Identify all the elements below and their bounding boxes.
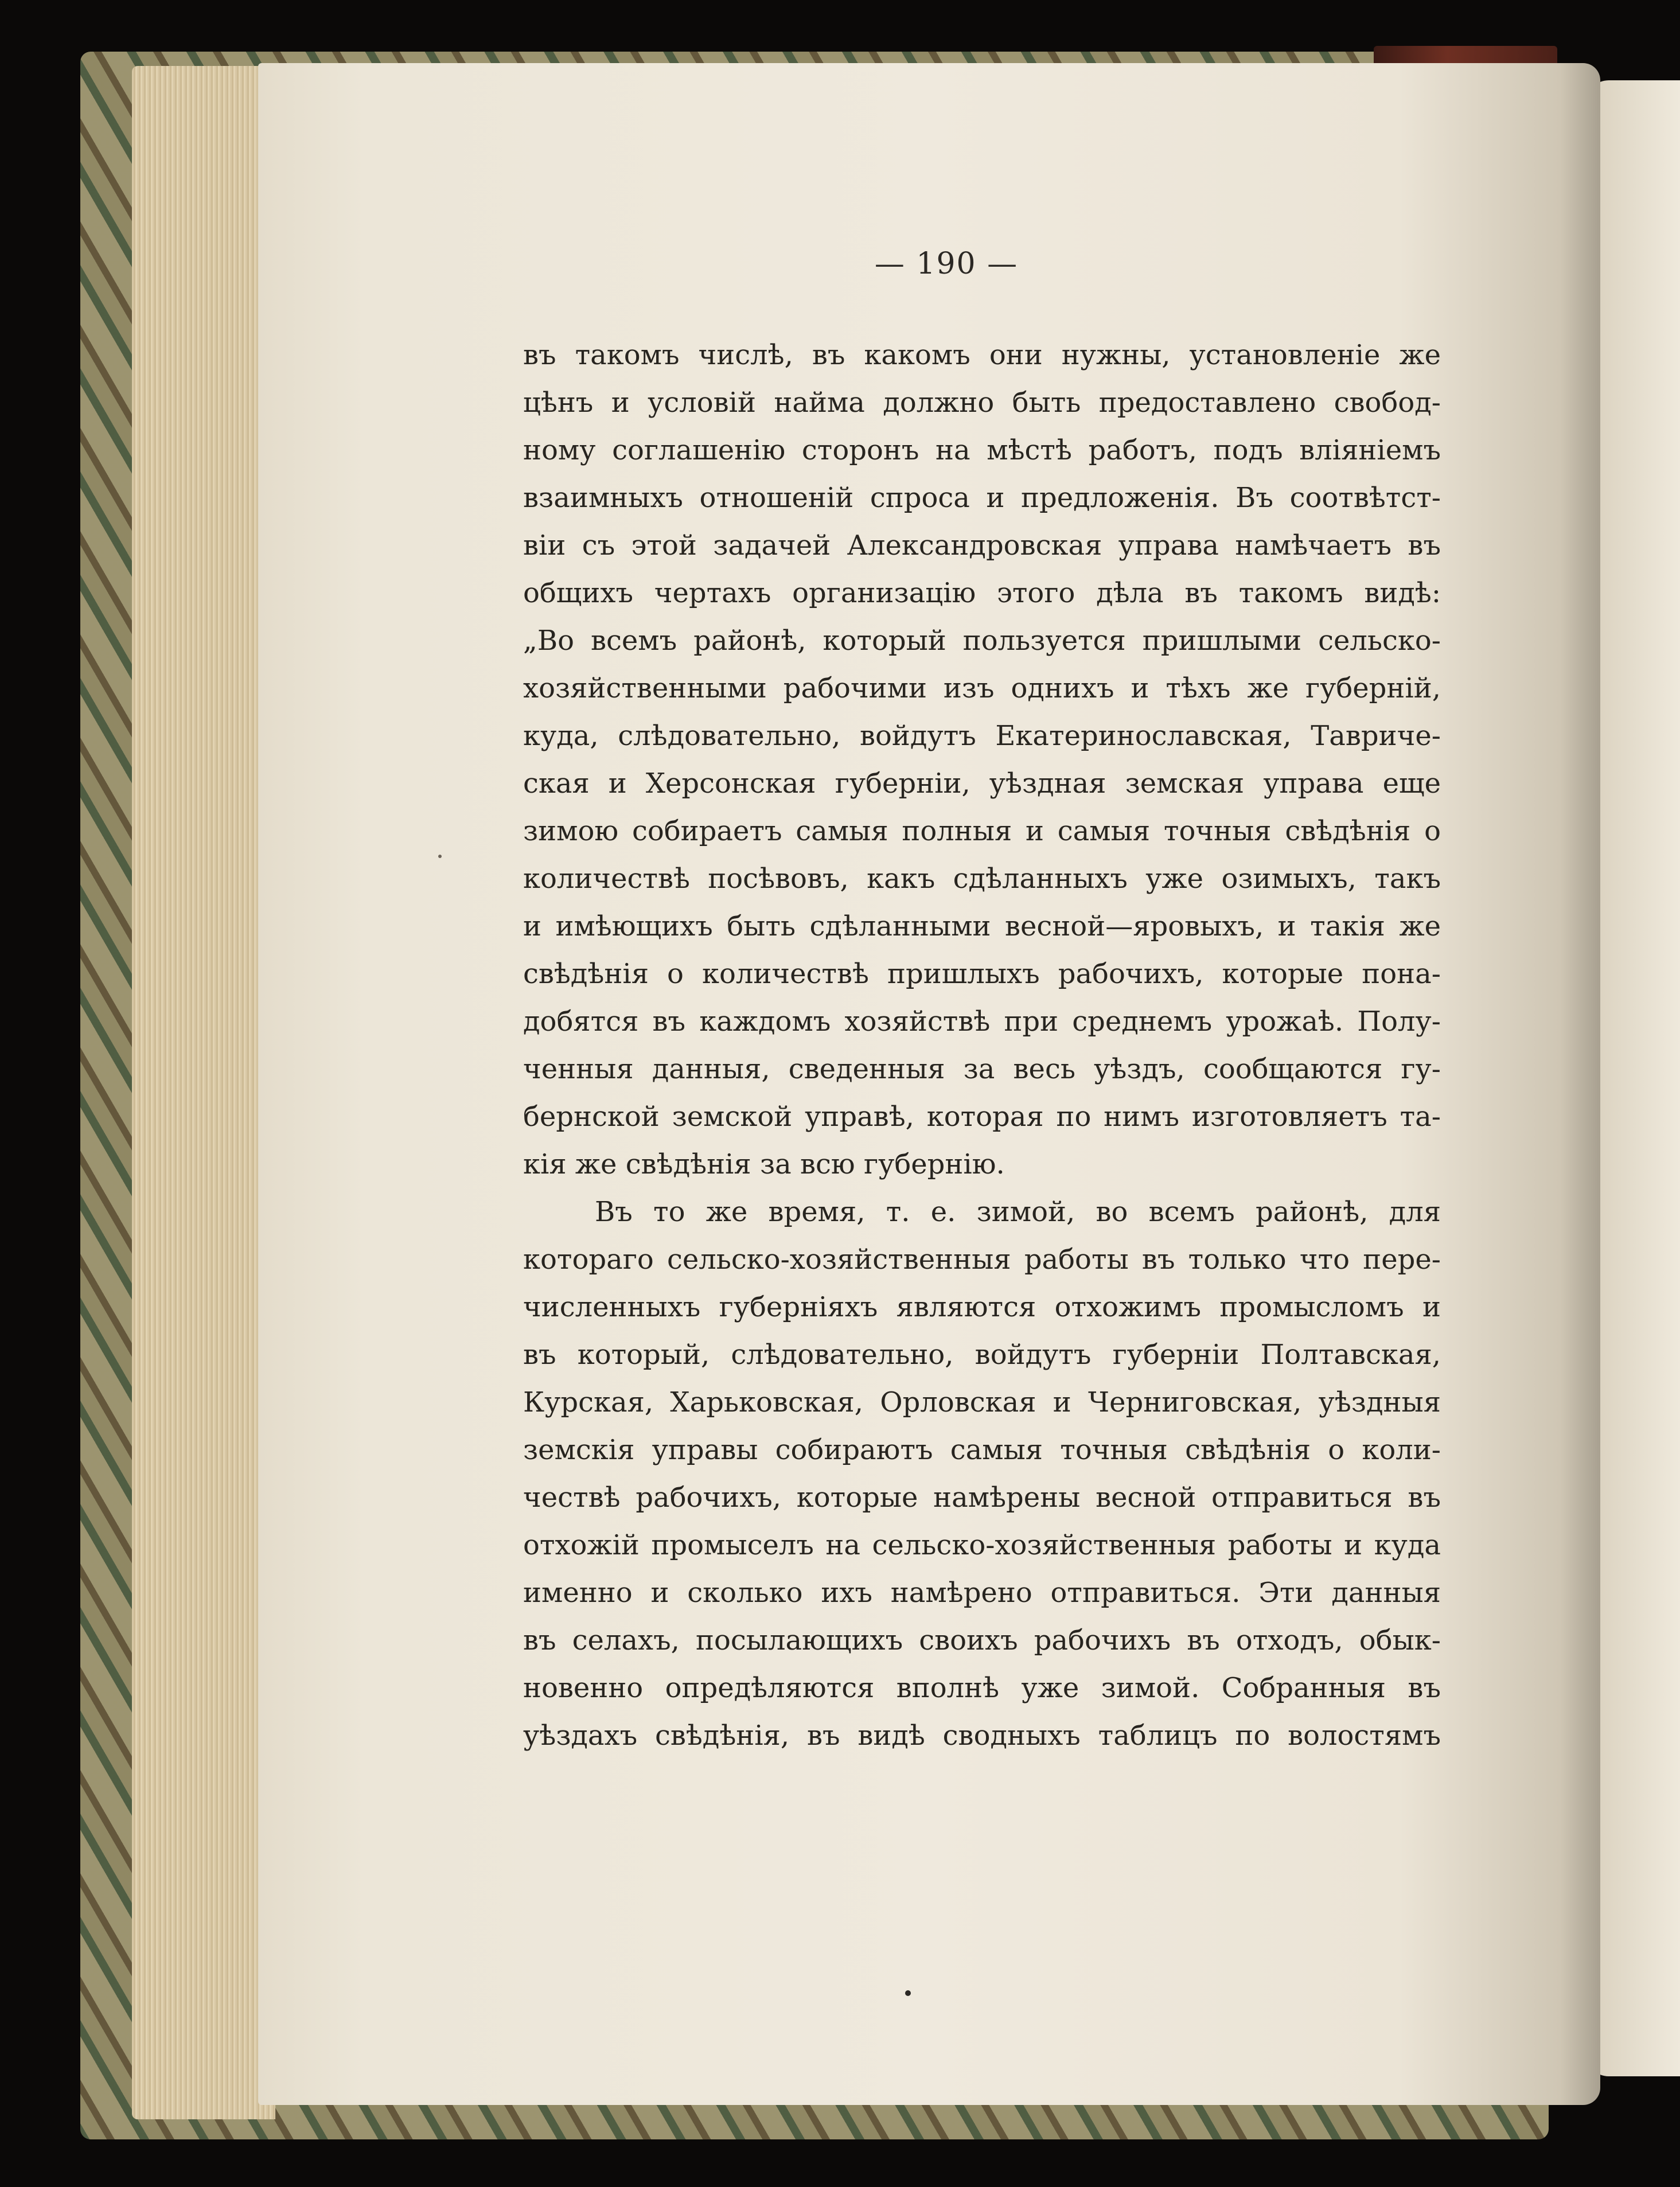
- text-line: ченныя данныя, сведенныя за весь уѣздъ, сообщаются гу-: [523, 1053, 1441, 1085]
- page-number: — 190 —: [874, 247, 1019, 281]
- text-line: и имѣющихъ быть сдѣланными весной—яровыхъ, и такія же: [523, 910, 1441, 942]
- text-line: котораго сельско-хозяйственныя работы въ только что пере-: [523, 1243, 1441, 1276]
- paragraph-start-line: Въ то же время, т. е. зимой, во всемъ районѣ, для: [595, 1196, 1441, 1228]
- text-line: Курская, Харьковская, Орловская и Черниговская, уѣздныя: [523, 1386, 1441, 1418]
- text-line: добятся въ каждомъ хозяйствѣ при среднемъ урожаѣ. Полу-: [523, 1005, 1441, 1038]
- printer-dot: [905, 1990, 911, 1996]
- text-line: „Во всемъ районѣ, который пользуется пришлыми сельско-: [523, 625, 1441, 657]
- text-line: ному соглашенію сторонъ на мѣстѣ работъ, подъ вліяніемъ: [523, 434, 1441, 466]
- text-line: численныхъ губерніяхъ являются отхожимъ промысломъ и: [523, 1291, 1441, 1323]
- text-line: въ селахъ, посылающихъ своихъ рабочихъ въ отходъ, обык-: [523, 1624, 1441, 1656]
- text-line: чествѣ рабочихъ, которые намѣрены весной отправиться въ: [523, 1482, 1441, 1514]
- text-line: въ который, слѣдовательно, войдутъ губерніи Полтавская,: [523, 1339, 1441, 1371]
- text-line: зимою собираетъ самыя полныя и самыя точныя свѣдѣнія о: [523, 815, 1441, 847]
- text-line: уѣздахъ свѣдѣнія, въ видѣ сводныхъ таблицъ по волостямъ: [523, 1720, 1441, 1752]
- body-text: [523, 332, 1441, 1760]
- text-line: віи съ этой задачей Александровская управа намѣчаетъ въ: [523, 529, 1441, 562]
- text-line: именно и сколько ихъ намѣрено отправиться. Эти данныя: [523, 1577, 1441, 1609]
- text-line: ская и Херсонская губерніи, уѣздная земская управа еще: [523, 767, 1441, 800]
- paper-speck: [438, 855, 442, 858]
- text-line: кія же свѣдѣнія за всю губернію.: [523, 1148, 1005, 1180]
- text-line: хозяйственными рабочими изъ однихъ и тѣхъ же губерній,: [523, 672, 1441, 704]
- text-line: взаимныхъ отношеній спроса и предложенія. Въ соотвѣтст-: [523, 482, 1441, 514]
- page-block-edge: [132, 66, 275, 2119]
- text-line: свѣдѣнія о количествѣ пришлыхъ рабочихъ, которые пона-: [523, 958, 1441, 990]
- text-line: бернской земской управѣ, которая по нимъ изготовляетъ та-: [523, 1101, 1441, 1133]
- text-line: цѣнъ и условій найма должно быть предоставлено свобод-: [523, 387, 1441, 419]
- text-line: количествѣ посѣвовъ, какъ сдѣланныхъ уже озимыхъ, такъ: [523, 863, 1441, 895]
- text-line: общихъ чертахъ организацію этого дѣла въ такомъ видѣ:: [523, 577, 1441, 609]
- text-line: отхожій промыселъ на сельско-хозяйственныя работы и куда: [523, 1529, 1441, 1561]
- text-line: куда, слѣдовательно, войдутъ Екатеринославская, Тавриче-: [523, 720, 1441, 752]
- text-line: въ такомъ числѣ, въ какомъ они нужны, установленіе же: [523, 339, 1441, 371]
- text-line: земскія управы собираютъ самыя точныя свѣдѣнія о коли-: [523, 1434, 1441, 1466]
- text-line: новенно опредѣляются вполнѣ уже зимой. Собранныя въ: [523, 1672, 1441, 1704]
